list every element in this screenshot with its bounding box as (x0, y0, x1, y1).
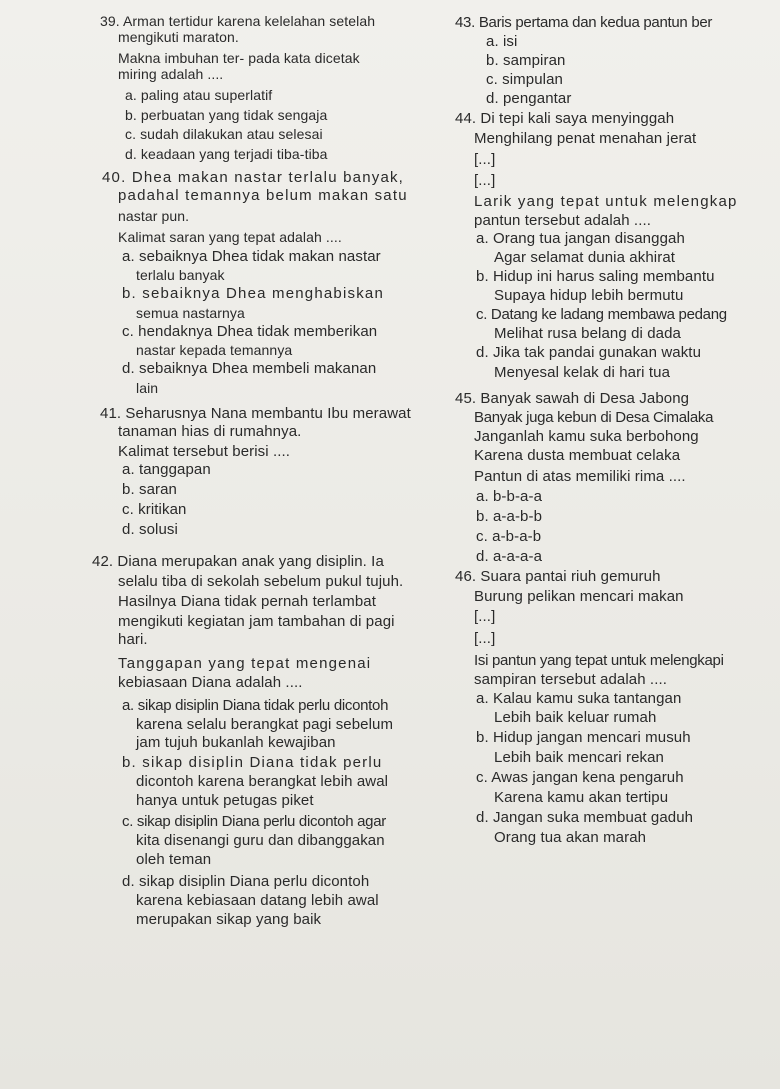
option-d[interactable]: d. solusi (122, 521, 178, 538)
question-text: sampiran tersebut adalah .... (474, 671, 668, 688)
option-b[interactable]: b. sikap disiplin Diana tidak perlu (122, 754, 383, 771)
option-d-cont: lain (136, 380, 159, 396)
question-text: hari. (118, 631, 148, 648)
question-text: kebiasaan Diana adalah .... (118, 674, 303, 691)
question-text: Makna imbuhan ter- pada kata dicetak (118, 50, 360, 66)
option-d[interactable]: d. sikap disiplin Diana perlu dicontoh (122, 873, 370, 890)
option-a[interactable]: a. Kalau kamu suka tantangan (476, 690, 682, 707)
question-text: 41. Seharusnya Nana membantu Ibu merawat (100, 405, 411, 422)
option-b[interactable]: b. perbuatan yang tidak sengaja (125, 107, 328, 123)
option-a-cont: jam tujuh bukanlah kewajiban (136, 734, 336, 751)
option-b[interactable]: b. a-a-b-b (476, 508, 543, 525)
question-text: 43. Baris pertama dan kedua pantun ber (455, 14, 713, 31)
option-d[interactable]: d. sebaiknya Dhea membeli makanan (122, 360, 377, 377)
question-text: miring adalah .... (118, 66, 224, 82)
option-b-cont: semua nastarnya (136, 305, 245, 321)
option-b[interactable]: b. Hidup jangan mencari musuh (476, 729, 691, 746)
option-c-cont: Melihat rusa belang di dada (494, 325, 681, 342)
question-text: pantun tersebut adalah .... (474, 212, 651, 229)
question-text: Larik yang tepat untuk melengkap (474, 193, 738, 210)
option-c-cont: Karena kamu akan tertipu (494, 789, 669, 806)
option-a[interactable]: a. paling atau superlatif (125, 87, 273, 103)
option-c[interactable]: c. Awas jangan kena pengaruh (476, 769, 684, 786)
option-d-cont: merupakan sikap yang baik (136, 911, 322, 928)
question-text: nastar pun. (118, 208, 190, 224)
option-b[interactable]: b. saran (122, 481, 177, 498)
option-c[interactable]: c. simpulan (486, 71, 563, 88)
option-c[interactable]: c. kritikan (122, 501, 187, 518)
option-d[interactable]: d. keadaan yang terjadi tiba-tiba (125, 146, 328, 162)
question-text: selalu tiba di sekolah sebelum pukul tujuh. (118, 573, 404, 590)
question-text: mengikuti maraton. (118, 29, 239, 45)
question-text: Hasilnya Diana tidak pernah terlambat (118, 593, 377, 610)
question-text: Isi pantun yang tepat untuk melengkapi (474, 652, 724, 669)
question-text: 45. Banyak sawah di Desa Jabong (455, 390, 690, 407)
question-text: Pantun di atas memiliki rima .... (474, 468, 686, 485)
question-text: Menghilang penat menahan jerat (474, 130, 697, 147)
option-b[interactable]: b. sampiran (486, 52, 566, 69)
question-text: Tanggapan yang tepat mengenai (118, 655, 372, 672)
option-a[interactable]: a. b-b-a-a (476, 488, 543, 505)
option-c[interactable]: c. sudah dilakukan atau selesai (125, 126, 323, 142)
option-b[interactable]: b. Hidup ini harus saling membantu (476, 268, 715, 285)
option-b[interactable]: b. sebaiknya Dhea menghabiskan (122, 285, 384, 302)
question-text: [...] (474, 630, 496, 647)
question-text: [...] (474, 151, 496, 168)
option-b-cont: hanya untuk petugas piket (136, 792, 314, 809)
option-d[interactable]: d. Jika tak pandai gunakan waktu (476, 344, 702, 361)
question-text: tanaman hias di rumahnya. (118, 423, 302, 440)
option-a[interactable]: a. sikap disiplin Diana tidak perlu dicontoh (122, 697, 389, 714)
question-text: Janganlah kamu suka berbohong (474, 428, 699, 445)
option-b-cont: Supaya hidup lebih bermutu (494, 287, 684, 304)
option-d[interactable]: d. a-a-a-a (476, 548, 543, 565)
question-text: 40. Dhea makan nastar terlalu banyak, (102, 169, 405, 186)
option-a[interactable]: a. tanggapan (122, 461, 211, 478)
question-text: Kalimat saran yang tepat adalah .... (118, 229, 342, 245)
option-c-cont: nastar kepada temannya (136, 342, 293, 358)
question-text: [...] (474, 172, 496, 189)
question-text: Banyak juga kebun di Desa Cimalaka (474, 409, 714, 426)
option-a-cont: karena selalu berangkat pagi sebelum (136, 716, 394, 733)
option-c-cont: oleh teman (136, 851, 212, 868)
question-text: 39. Arman tertidur karena kelelahan setelah (100, 13, 376, 29)
option-d-cont: karena kebiasaan datang lebih awal (136, 892, 379, 909)
question-text: [...] (474, 608, 496, 625)
question-text: 44. Di tepi kali saya menyinggah (455, 110, 675, 127)
option-a-cont: Agar selamat dunia akhirat (494, 249, 676, 266)
option-a[interactable]: a. sebaiknya Dhea tidak makan nastar (122, 248, 381, 265)
question-text: padahal temannya belum makan satu (118, 187, 408, 204)
option-c[interactable]: c. hendaknya Dhea tidak memberikan (122, 323, 378, 340)
question-text: mengikuti kegiatan jam tambahan di pagi (118, 613, 395, 630)
option-c[interactable]: c. sikap disiplin Diana perlu dicontoh agar (122, 813, 386, 830)
question-text: Kalimat tersebut berisi .... (118, 443, 291, 460)
question-text: 46. Suara pantai riuh gemuruh (455, 568, 661, 585)
question-text: Karena dusta membuat celaka (474, 447, 681, 464)
option-b-cont: dicontoh karena berangkat lebih awal (136, 773, 389, 790)
option-d-cont: Orang tua akan marah (494, 829, 647, 846)
question-text: Burung pelikan mencari makan (474, 588, 684, 605)
option-d[interactable]: d. pengantar (486, 90, 572, 107)
option-a[interactable]: a. Orang tua jangan disanggah (476, 230, 685, 247)
option-c[interactable]: c. Datang ke ladang membawa pedang (476, 306, 727, 323)
option-a[interactable]: a. isi (486, 33, 518, 50)
question-text: 42. Diana merupakan anak yang disiplin. Ia (92, 553, 384, 570)
option-a-cont: Lebih baik keluar rumah (494, 709, 657, 726)
option-d-cont: Menyesal kelak di hari tua (494, 364, 671, 381)
option-b-cont: Lebih baik mencari rekan (494, 749, 664, 766)
option-c-cont: kita disenangi guru dan dibanggakan (136, 832, 385, 849)
option-a-cont: terlalu banyak (136, 267, 225, 283)
option-d[interactable]: d. Jangan suka membuat gaduh (476, 809, 694, 826)
option-c[interactable]: c. a-b-a-b (476, 528, 542, 545)
